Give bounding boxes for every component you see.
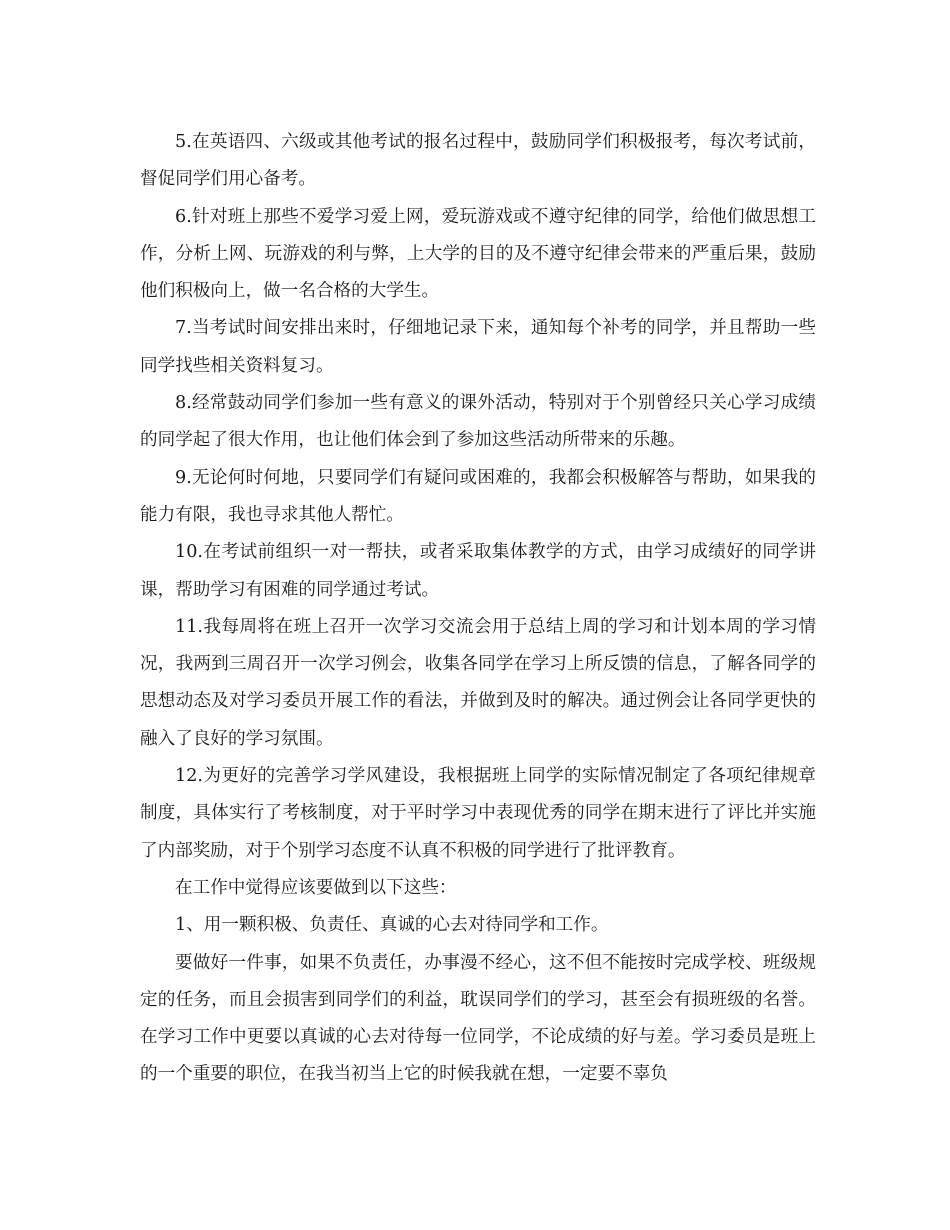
paragraph-item-7: 7.当考试时间安排出来时，仔细地记录下来，通知每个补考的同学，并且帮助一些同学找些相关资料复习。 bbox=[140, 318, 816, 376]
principle-heading-1: 1、用一颗积极、负责任、真诚的心去对待同学和工作。 bbox=[175, 915, 609, 936]
paragraph-item-5: 5.在英语四、六级或其他考试的报名过程中，鼓励同学们积极报考，每次考试前，督促同学们用心备考。 bbox=[140, 132, 816, 190]
paragraph-item-10: 10.在考试前组织一对一帮扶，或者采取集体教学的方式，由学习成绩好的同学讲课，帮助学习有困难的同学通过考试。 bbox=[140, 542, 816, 600]
paragraph-item-8: 8.经常鼓动同学们参加一些有意义的课外活动，特别对于个别曾经只关心学习成绩的同学起了很大作用，也让他们体会到了参加这些活动所带来的乐趣。 bbox=[140, 393, 816, 451]
paragraph-item-9: 9.无论何时何地，只要同学们有疑问或困难的，我都会积极解答与帮助，如果我的能力有限，我也寻求其他人帮忙。 bbox=[140, 467, 816, 525]
paragraph-item-6: 6.针对班上那些不爱学习爱上网，爱玩游戏或不遵守纪律的同学，给他们做思想工作，分析上网、玩游戏的利与弊，上大学的目的及不遵守纪律会带来的严重后果，鼓励他们积极向上，做一名合格的大学生。 bbox=[140, 206, 816, 302]
principle-body-1: 要做好一件事，如果不负责任，办事漫不经心，这不但不能按时完成学校、班级规定的任务，而且会损害到同学们的利益，耽误同学们的学习，甚至会有损班级的名誉。在学习工作中更要以真诚的心去对待每一位同学，不论成绩的好与差。学习委员是班上的一个重要的职位，在我当初当上它的时候我就在想，一定要不辜负 bbox=[140, 952, 816, 1085]
paragraph-item-11: 11.我每周将在班上召开一次学习交流会用于总结上周的学习和计划本周的学习情况，我两到三周召开一次学习例会，收集各同学在学习上所反馈的信息，了解各同学的思想动态及对学习委员开展工作的看法，并做到及时的解决。通过例会让各同学更快的融入了良好的学习氛围。 bbox=[140, 616, 816, 749]
section-intro: 在工作中觉得应该要做到以下这些： bbox=[175, 877, 457, 898]
paragraph-item-12: 12.为更好的完善学习学风建设，我根据班上同学的实际情况制定了各项纪律规章制度，具体实行了考核制度，对于平时学习中表现优秀的同学在期末进行了评比并实施了内部奖励，对于个别学习态度不认真不积极的同学进行了批评教育。 bbox=[140, 766, 816, 861]
document-body bbox=[140, 124, 816, 1094]
